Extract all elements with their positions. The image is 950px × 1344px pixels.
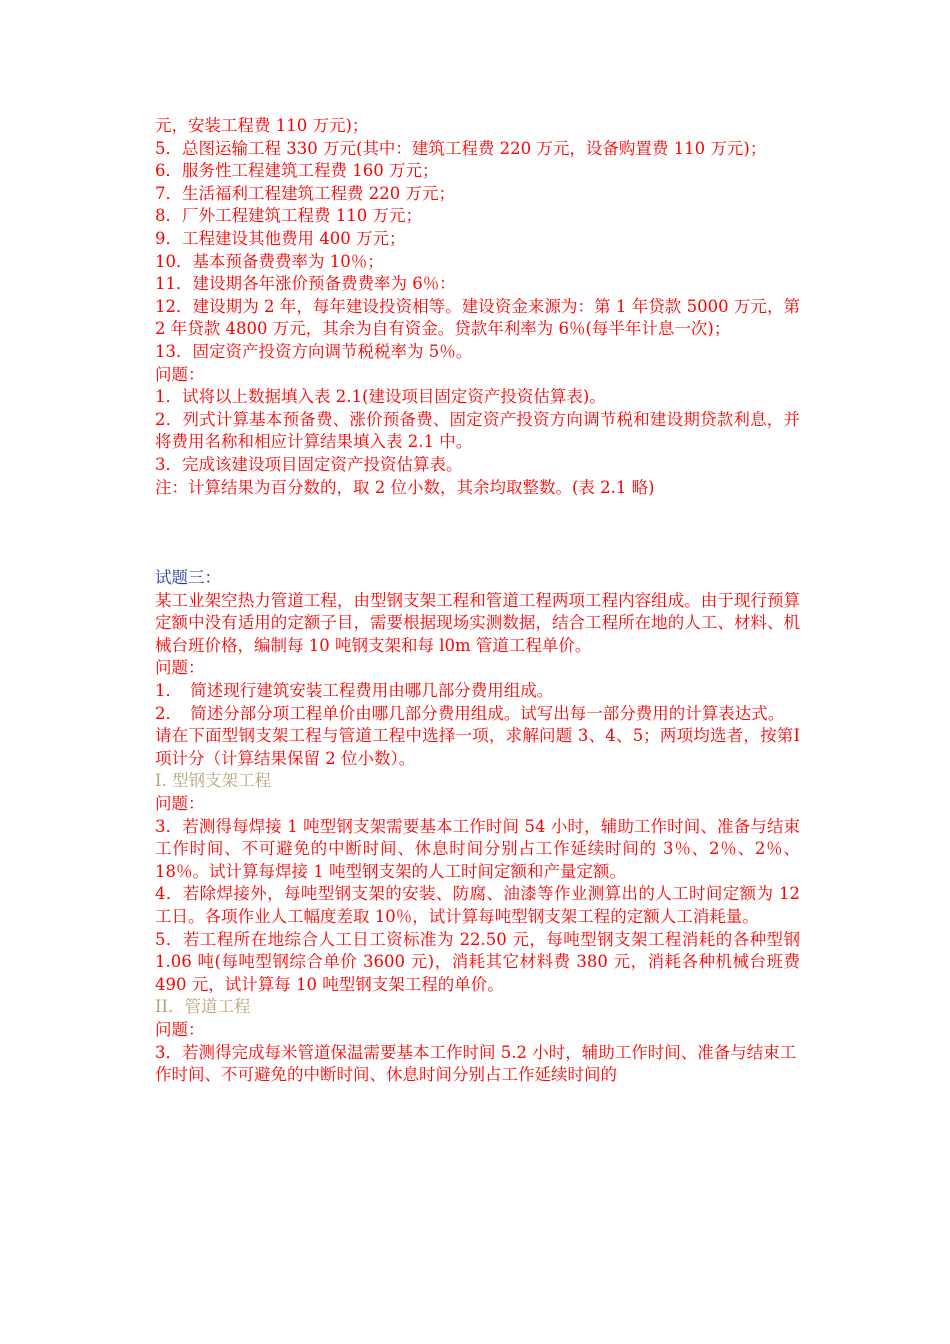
- question-label: 问题：: [155, 794, 205, 814]
- text-line: 6．服务性工程建筑工程费 160 万元；: [155, 161, 439, 181]
- document-body: [155, 115, 800, 1087]
- choice-instruction: 请在下面型钢支架工程与管道工程中选择一项，求解问题 3、4、5；两项均选者，按第Ⅰ项计分（计算结果保留 2 位小数）。: [155, 726, 800, 768]
- text-line: 2．列式计算基本预备费、涨价预备费、固定资产投资方向调节税和建设期贷款利息，并将费用名称和相应计算结果填入表 2.1 中。: [155, 409, 800, 452]
- section-title: I. 型钢支架工程: [155, 771, 272, 791]
- text-line: 注：计算结果为百分数的，取 2 位小数，其余均取整数。(表 2.1 略): [155, 477, 655, 497]
- text-line: 问题：: [155, 364, 205, 384]
- text-line: 13．固定资产投资方向调节税税率为 5％。: [155, 341, 473, 361]
- question-item: 2． 简述分部分项工程单价由哪几部分费用组成。试写出每一部分费用的计算表达式。: [155, 703, 785, 723]
- question-item: 1． 简述现行建筑安装工程费用由哪几部分费用组成。: [155, 681, 554, 701]
- text-line: 5．总图运输工程 330 万元(其中：建筑工程费 220 万元，设备购置费 110 万元)；: [155, 138, 767, 158]
- text-line: 8．厂外工程建筑工程费 110 万元；: [155, 206, 422, 226]
- question-intro: 某工业架空热力管道工程，由型钢支架工程和管道工程两项工程内容组成。由于现行预算定额中没有适用的定额子目，需要根据现场实测数据，结合工程所在地的人工、材料、机械台班价格，编制每 10 吨钢支架和每 l0m 管道工程单价。: [155, 590, 800, 655]
- section-gap: [155, 499, 800, 567]
- question-heading: 试题三：: [155, 568, 221, 588]
- text-line: 12．建设期为 2 年，每年建设投资相等。建设资金来源为：第 1 年贷款 5000 万元，第 2 年贷款 4800 万元，其余为自有资金。贷款年利率为 6％(每半年计息一次)；: [155, 296, 800, 339]
- question-item: 3．若测得每焊接 1 吨型钢支架需要基本工作时间 54 小时，辅助工作时间、准备与结束工作时间、不可避免的中断时间、休息时间分别占工作延续时间的 3％、2％、2％、18％。试计算每焊接 1 吨型钢支架的人工时间定额和产量定额。: [155, 816, 800, 881]
- section-title: II．管道工程: [155, 997, 251, 1017]
- text-line: 7．生活福利工程建筑工程费 220 万元；: [155, 183, 455, 203]
- text-line: 10．基本预备费费率为 10％；: [155, 251, 384, 271]
- text-line: 11．建设期各年涨价预备费费率为 6％：: [155, 274, 456, 294]
- question-label: 问题：: [155, 658, 205, 678]
- question-item: 4．若除焊接外，每吨型钢支架的安装、防腐、油漆等作业测算出的人工时间定额为 12 工日。各项作业人工幅度差取 10％，试计算每吨型钢支架工程的定额人工消耗量。: [155, 884, 800, 926]
- question-label: 问题：: [155, 1019, 205, 1039]
- text-line: 1．试将以上数据填入表 2.1(建设项目固定资产投资估算表)。: [155, 387, 606, 407]
- text-line: 元，安装工程费 110 万元)；: [155, 116, 369, 135]
- question-item: 5．若工程所在地综合人工日工资标准为 22.50 元，每吨型钢支架工程消耗的各种型钢 1.06 吨(每吨型钢综合单价 3600 元)，消耗其它材料费 380 元，消耗各种机械台班费 490 元，试计算每 10 吨型钢支架工程的单价。: [155, 929, 800, 994]
- text-line: 3．完成该建设项目固定资产投资估算表。: [155, 454, 463, 474]
- question-item: 3．若测得完成每米管道保温需要基本工作时间 5.2 小时，辅助工作时间、准备与结束工作时间、不可避免的中断时间、休息时间分别占工作延续时间的: [155, 1042, 797, 1085]
- text-line: 9．工程建设其他费用 400 万元；: [155, 228, 406, 248]
